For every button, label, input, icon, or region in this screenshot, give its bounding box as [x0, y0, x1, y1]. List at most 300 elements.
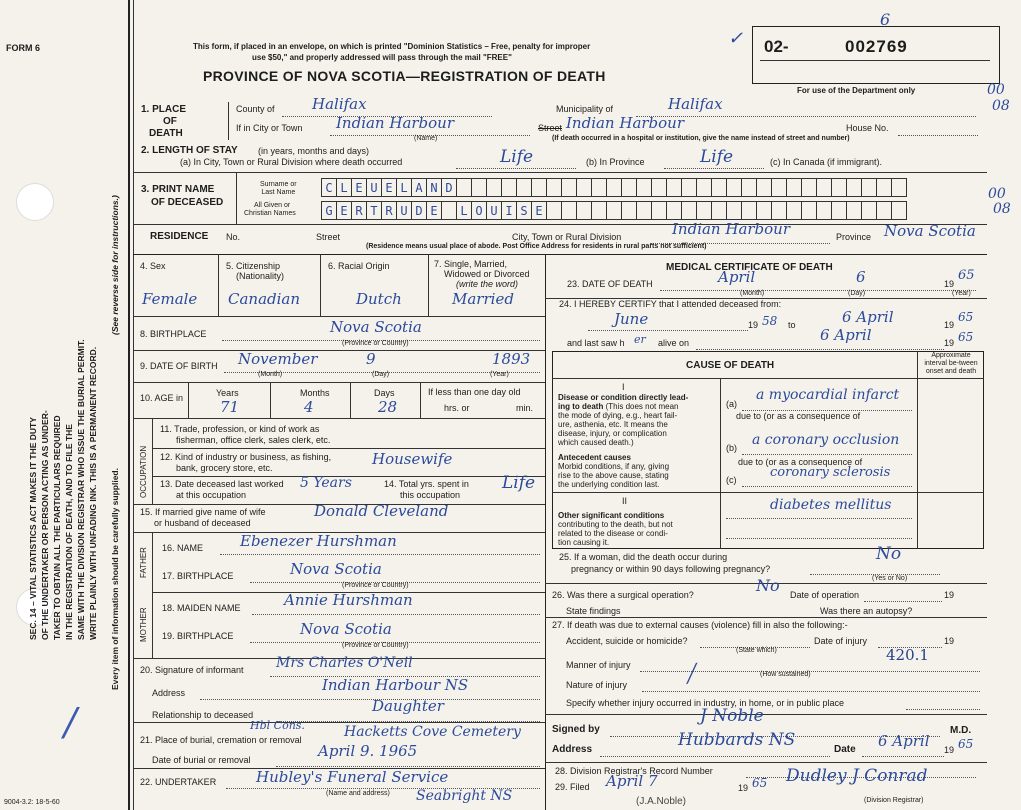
other-value: diabetes mellitus [770, 497, 892, 513]
occ14-line1: 14. Total yrs. spent in [384, 479, 469, 489]
name-char-cell [786, 201, 802, 220]
citizenship-value: Canadian [228, 290, 301, 308]
name-char-cell: E [426, 201, 442, 220]
medical-title: MEDICAL CERTIFICATE OF DEATH [666, 262, 833, 273]
undertaker-addr: Seabright NS [416, 788, 513, 804]
hospital-hint: (If death occurred in a hospital or institution, give the name instead of street and number) [552, 135, 850, 142]
dod-day: 6 [856, 268, 866, 286]
mother-name-value: Annie Hurshman [284, 591, 413, 609]
father-birth-hint: (Province or Country) [342, 582, 409, 589]
nature-label: Nature of injury [566, 680, 628, 690]
stay-label: 2. LENGTH OF STAY [141, 145, 238, 156]
reg-number: 002769 [845, 37, 908, 56]
name-char-cell: U [396, 201, 412, 220]
mail-notice-1: This form, if placed in an envelope, on which is printed "Dominion Statistics – Free, penalty for improper [193, 42, 591, 51]
occ14-line2: this occupation [400, 490, 461, 500]
name-char-cell [861, 201, 877, 220]
years-value: 71 [220, 398, 240, 416]
left-border-inner [133, 0, 134, 810]
name-char-cell: E [381, 178, 397, 197]
name-char-cell [741, 201, 757, 220]
mother-birth-label: 19. BIRTHPLACE [162, 631, 234, 641]
place-of: OF [163, 116, 177, 127]
direct-line-f: disease, injury, or complication [558, 429, 667, 438]
father-name-line [220, 554, 540, 555]
occ12-line2: bank, grocery store, etc. [176, 463, 273, 473]
preg-line-a: 25. If a woman, did the death occur during [559, 552, 728, 562]
informant-label: 20. Signature of informant [140, 665, 244, 675]
how-sustained-hint: (How sustained) [760, 671, 811, 678]
name-char-cell [726, 201, 742, 220]
street-label: Street [538, 123, 563, 133]
other-line-a: Other significant conditions [558, 511, 665, 520]
residence-city-value: Indian Harbour [672, 220, 791, 238]
dod-year-hint: (Year) [952, 290, 971, 297]
name-char-cell [801, 201, 817, 220]
surgery-label: 26. Was there a surgical operation? [552, 590, 694, 600]
name-char-cell [546, 201, 562, 220]
name-char-cell [651, 178, 667, 197]
name-char-cell [726, 178, 742, 197]
name-char-cell [636, 178, 652, 197]
antecedent-line-d: the underlying condition last. [558, 480, 660, 489]
violence-label: 27. If death was due to external causes (violence) fill in also the following:- [552, 620, 848, 630]
registrar-value: Dudley J Conrad [786, 766, 928, 786]
sidebar-line: IN THE REGISTRATION OF DEATH, AND TO FILE THE [64, 424, 74, 640]
dod-line [660, 290, 976, 291]
mother-name-line [252, 614, 540, 615]
occ12-line1: 12. Kind of industry or business, as fishing, [160, 452, 332, 462]
name-char-cell [561, 178, 577, 197]
cause-b-value: a coronary occlusion [752, 432, 900, 448]
print-name-label [141, 183, 223, 209]
sex-label: 4. Sex [140, 261, 166, 271]
injury-date-label: Date of injury [814, 636, 868, 646]
cause-title: CAUSE OF DEATH [686, 360, 775, 371]
name-char-cell [471, 178, 487, 197]
spouse-line1: 15. If married give name of wife [140, 507, 266, 517]
alive-value: 6 April [820, 326, 872, 344]
dod-month: April [718, 268, 756, 286]
from-year: 58 [762, 314, 778, 328]
name-char-cell [651, 201, 667, 220]
given-label-1: All Given or [254, 202, 291, 209]
dob-label: 9. DATE OF BIRTH [140, 361, 218, 371]
name-char-cell [621, 201, 637, 220]
nature-line [642, 691, 980, 692]
name-char-cell [576, 201, 592, 220]
burial-label: 21. Place of burial, cremation or removal [140, 735, 302, 745]
from-line [588, 330, 748, 331]
injury-year-prefix: 19 [944, 636, 955, 646]
other-line-d: tion causing it. [558, 538, 610, 547]
pregnancy-label [559, 551, 770, 575]
burial-date-value: April 9. 1965 [318, 742, 418, 760]
center-divider [545, 254, 546, 810]
name-char-cell [696, 201, 712, 220]
div-record-label: 28. Division Registrar's Record Number [555, 766, 713, 776]
name-char-cell [606, 178, 622, 197]
name-char-cell [486, 178, 502, 197]
alive-line [696, 349, 944, 350]
direct-line-e: ure, asthenia, etc. It means the [558, 420, 668, 429]
last-saw-value: er [634, 333, 646, 346]
section3-top [133, 172, 987, 173]
residence-label: RESIDENCE [150, 231, 209, 242]
occ14-label [384, 479, 469, 501]
spouse-line2: or husband of deceased [154, 518, 251, 528]
reg-superscript: 6 [880, 10, 891, 29]
date-year: 65 [958, 737, 974, 751]
name-char-cell [801, 178, 817, 197]
name-char-cell: A [411, 178, 427, 197]
other-line-c: related to the disease or condi- [558, 529, 668, 538]
name-char-cell [531, 178, 547, 197]
signed-label: Signed by [552, 724, 600, 735]
dob-month: November [238, 350, 318, 368]
address-value: Hubbards NS [678, 730, 796, 750]
days-label: Days [374, 388, 395, 398]
stay-label-2: (in years, months and days) [258, 146, 370, 156]
racial-value: Dutch [356, 290, 402, 308]
dob-day: 9 [366, 350, 376, 368]
street-value: Indian Harbour [566, 114, 685, 132]
alive-year: 65 [958, 330, 974, 344]
cause-c-value: coronary sclerosis [770, 465, 891, 480]
age-div-4 [420, 382, 421, 418]
stamp-value: (J.A.Noble) [636, 796, 687, 807]
racial-label: 6. Racial Origin [328, 261, 390, 271]
findings-label: State findings [566, 606, 621, 616]
autopsy-label: Was there an autopsy? [820, 606, 913, 616]
manner-label: Manner of injury [566, 660, 631, 670]
name-char-cell: L [336, 178, 352, 197]
margin-code-1: 00 [987, 82, 1005, 98]
name-char-cell [666, 178, 682, 197]
name-char-cell [441, 201, 457, 220]
row-9-bottom [133, 382, 545, 383]
dod-day-hint: (Day) [848, 290, 866, 297]
name-char-cell [591, 178, 607, 197]
name-char-cell [831, 201, 847, 220]
name-char-cell: I [501, 201, 517, 220]
alive-year-prefix: 19 [944, 338, 955, 348]
name-char-cell: C [321, 178, 337, 197]
dept-only: For use of the Department only [797, 86, 916, 95]
sidebar-line: (See reverse side for instructions.) [110, 195, 120, 335]
antecedent-label [558, 453, 669, 489]
name-char-cell: D [441, 178, 457, 197]
surname-label-1: Surname or [260, 181, 297, 188]
name-char-cell: D [411, 201, 427, 220]
form-title: PROVINCE OF NOVA SCOTIA—REGISTRATION OF DEATH [203, 68, 606, 84]
reg-underline [760, 60, 990, 61]
name-char-cell [576, 178, 592, 197]
cause-c-label: (c) [726, 475, 737, 485]
from-year-prefix: 19 [748, 320, 759, 330]
name-char-cell [891, 201, 907, 220]
left-border [128, 0, 130, 810]
place-death: DEATH [149, 128, 183, 139]
sidebar-line: SEC. 14 – VITAL STATISTICS ACT MAKES IT THE DUTY [28, 417, 38, 640]
direct-line-a: Disease or condition directly lead- [558, 393, 689, 402]
direct-line-c: (This does not mean [605, 402, 679, 411]
informant-bottom [133, 722, 545, 723]
occ12-label [160, 452, 331, 474]
marital-label-1: 7. Single, Married, [434, 259, 508, 269]
yes-no-hint: (Yes or No) [872, 575, 908, 582]
to-year-prefix: 19 [944, 320, 955, 330]
surname-label-2: Last Name [261, 189, 296, 196]
other-line-1 [726, 518, 912, 519]
specify-label: Specify whether injury occurred in industry, in home, or in public place [566, 698, 844, 708]
sidebar-line: SAME WITH THE DIVISION REGISTRAR WHO ISSUE THE BURIAL PERMIT. [76, 339, 86, 640]
municipality-value: Halifax [668, 95, 723, 113]
signed-bottom [545, 762, 987, 763]
header-check: ✓ [728, 28, 744, 49]
informant-addr-line [200, 699, 540, 700]
to-year: 65 [958, 310, 974, 324]
name-char-cell: G [321, 201, 337, 220]
op-date-label: Date of operation [790, 590, 860, 600]
undertaker-value: Hubley's Funeral Service [256, 768, 449, 786]
spouse-value: Donald Cleveland [314, 502, 449, 520]
cause-label-div [720, 378, 721, 549]
dob-month-hint: (Month) [258, 371, 283, 378]
pregnancy-value: No [876, 544, 902, 564]
due-to-1: due to (or as a consequence of [736, 411, 861, 421]
occ13-label [160, 479, 284, 501]
section-ii: II [622, 496, 628, 506]
name-char-cell: E [351, 178, 367, 197]
name-char-cell [666, 201, 682, 220]
marital-label-3: (write the word) [456, 279, 519, 289]
marital-value: Married [452, 290, 514, 308]
name-char-cell [501, 178, 517, 197]
hrs-label: hrs. or [444, 403, 470, 413]
from-value: June [614, 310, 649, 328]
dob-year: 1893 [492, 350, 531, 368]
residence-no: No. [226, 232, 241, 242]
relationship-label: Relationship to deceased [152, 710, 254, 720]
name-char-cell [711, 201, 727, 220]
col-div-3 [428, 254, 429, 316]
months-value: 4 [304, 398, 314, 416]
name-char-cell: L [396, 178, 412, 197]
occ13-line1: 13. Date deceased last worked [160, 479, 284, 489]
marital-label-2: Widowed or Divorced [444, 269, 530, 279]
surgery-bottom [545, 617, 987, 618]
filed-year: 65 [752, 776, 768, 790]
name-char-cell: L [456, 201, 472, 220]
cause-b-line [742, 454, 912, 455]
footer-code: 9004-3.2: 18-5-60 [4, 799, 60, 806]
birthplace-value: Nova Scotia [330, 318, 422, 336]
sidebar-line: WRITE PLAINLY WITH UNFADING INK. THIS IS A PERMANENT RECORD. [88, 346, 98, 640]
print-name-line1: 3. PRINT NAME [141, 184, 215, 195]
personal-top [133, 254, 987, 255]
margin-code-2: 08 [992, 98, 1010, 114]
father-birth-value: Nova Scotia [290, 560, 382, 578]
city-label: If in City or Town [236, 123, 303, 133]
name-char-cell: O [471, 201, 487, 220]
name-char-cell [606, 201, 622, 220]
name-char-cell [771, 201, 787, 220]
residence-city-label: City, Town or Rural Division [512, 232, 622, 242]
filed-year-prefix: 19 [738, 783, 749, 793]
cause-interval-div [917, 351, 918, 549]
date-label: Date [834, 744, 856, 755]
less-day-label: If less than one day old [428, 387, 521, 397]
undertaker-hint: (Name and address) [326, 790, 390, 797]
place-label [141, 104, 186, 140]
undertaker-label: 22. UNDERTAKER [140, 777, 217, 787]
informant-addr-value: Indian Harbour NS [322, 676, 469, 694]
age-div-3 [350, 382, 351, 418]
cause-a-value: a myocardial infarct [756, 387, 900, 403]
spouse-label [140, 507, 266, 529]
filed-label: 29. Filed [555, 782, 590, 792]
op-date-line [864, 601, 942, 602]
name-char-cell [546, 178, 562, 197]
days-value: 28 [378, 398, 398, 416]
citizenship-label: 5. Citizenship [226, 261, 281, 271]
father-name-label: 16. NAME [162, 543, 204, 553]
residence-province-label: Province [836, 232, 872, 242]
relationship-value: Daughter [372, 697, 444, 715]
name-char-cell [846, 201, 862, 220]
alive-on-label: alive on [658, 338, 690, 348]
date-line [862, 756, 944, 757]
birthplace-label: 8. BIRTHPLACE [140, 329, 207, 339]
surname-label [252, 181, 297, 197]
row-8-bottom [133, 350, 545, 351]
stay-a-label: (a) In City, Town or Rural Division where death occurred [180, 157, 403, 167]
occ11-line2: fisherman, office clerk, sales clerk, etc. [176, 435, 331, 445]
burial-value: Hacketts Cove Cemetery [344, 724, 521, 740]
dod-year-prefix: 19 [944, 279, 955, 289]
direct-line-g: which caused death.) [558, 438, 634, 447]
name-char-cell: E [531, 201, 547, 220]
house-line [898, 135, 978, 136]
filed-value: April 7 [606, 772, 658, 790]
dod-month-hint: (Month) [740, 290, 765, 297]
signed-value: J Noble [700, 706, 764, 726]
name-char-cell: R [381, 201, 397, 220]
name-char-cell [756, 178, 772, 197]
name-char-cell [876, 178, 892, 197]
name-char-cell: E [336, 201, 352, 220]
registrar-hint: (Division Registrar) [864, 797, 924, 804]
age-div-2 [270, 382, 271, 418]
interval-header: Approximate interval be-tween onset and death [924, 352, 978, 375]
occ11-bottom [152, 448, 545, 449]
md-label: M.D. [950, 725, 972, 736]
direct-line-b: ing to death [558, 402, 604, 411]
to-value: 6 April [842, 308, 894, 326]
name-char-cell [771, 178, 787, 197]
name-char-cell [816, 178, 832, 197]
mother-name-label: 18. MAIDEN NAME [162, 603, 241, 613]
sex-value: Female [142, 290, 198, 308]
cause-c-line [742, 486, 912, 487]
surgery-value: No [756, 576, 780, 595]
antecedent-line-a: Antecedent causes [558, 453, 631, 462]
op-year-prefix: 19 [944, 590, 955, 600]
name-char-cell [816, 201, 832, 220]
burial-date-line [276, 766, 540, 767]
print-name-line2: OF DECEASED [151, 197, 224, 208]
section-i: I [622, 382, 625, 392]
to-label: to [788, 320, 796, 330]
margin-code-4: 08 [993, 201, 1011, 217]
mother-side-label: MOTHER [139, 607, 148, 642]
direct-line-d: the mode of dying, e.g., heart fail- [558, 411, 678, 420]
name-char-cell: N [426, 178, 442, 197]
name-char-cell [681, 201, 697, 220]
occ13-line2: at this occupation [176, 490, 247, 500]
age-label: 10. AGE in [140, 393, 184, 403]
code-value: 420.1 [886, 646, 929, 664]
marital-label [434, 259, 530, 289]
place-num: 1. PLACE [141, 104, 187, 115]
mail-notice-2: use $50," and properly addressed will pass through the mail "FREE" [252, 53, 512, 62]
dod-label: 23. DATE OF DEATH [567, 279, 653, 289]
father-side-label: FATHER [139, 547, 148, 578]
mother-birth-value: Nova Scotia [300, 620, 392, 638]
dob-day-hint: (Day) [372, 371, 390, 378]
informant-value: Mrs Charles O'Neil [276, 655, 413, 671]
place-bracket [228, 102, 229, 140]
occ-side-div [152, 418, 153, 504]
given-cells [322, 201, 907, 220]
print-name-divider [236, 172, 237, 224]
municipality-label: Municipality of [556, 104, 614, 114]
months-label: Months [300, 388, 330, 398]
name-char-cell [561, 201, 577, 220]
last-saw-label: and last saw h [567, 338, 625, 348]
sidebar-checkmark: / [64, 700, 77, 744]
date-year-prefix: 19 [944, 745, 955, 755]
name-char-cell: R [351, 201, 367, 220]
name-char-cell [681, 178, 697, 197]
age-div-1 [188, 382, 189, 418]
stay-a-value: Life [500, 147, 534, 167]
name-char-cell: T [366, 201, 382, 220]
sidebar-line: OF THE UNDERTAKER OR PERSON ACTING AS UNDER- [40, 410, 50, 640]
informant-addr-label: Address [152, 688, 186, 698]
direct-label [558, 393, 688, 447]
preg-line-b: pregnancy or within 90 days following pregnancy? [571, 564, 771, 574]
specify-line [906, 709, 980, 710]
city-value: Indian Harbour [336, 114, 455, 132]
name-char-cell [711, 178, 727, 197]
injury-bottom [545, 714, 987, 715]
name-char-cell [456, 178, 472, 197]
father-birth-label: 17. BIRTHPLACE [162, 571, 234, 581]
margin-code-3: 00 [988, 186, 1006, 202]
parent-side-div [152, 532, 153, 658]
name-char-cell: S [516, 201, 532, 220]
name-char-cell: U [366, 178, 382, 197]
col-div-1 [218, 254, 219, 316]
name-char-cell [636, 201, 652, 220]
name-char-cell [876, 201, 892, 220]
name-char-cell [861, 178, 877, 197]
occ13-value: 5 Years [300, 475, 352, 491]
name-hint: (Name) [414, 135, 438, 142]
cause-a-label: (a) [726, 399, 737, 409]
